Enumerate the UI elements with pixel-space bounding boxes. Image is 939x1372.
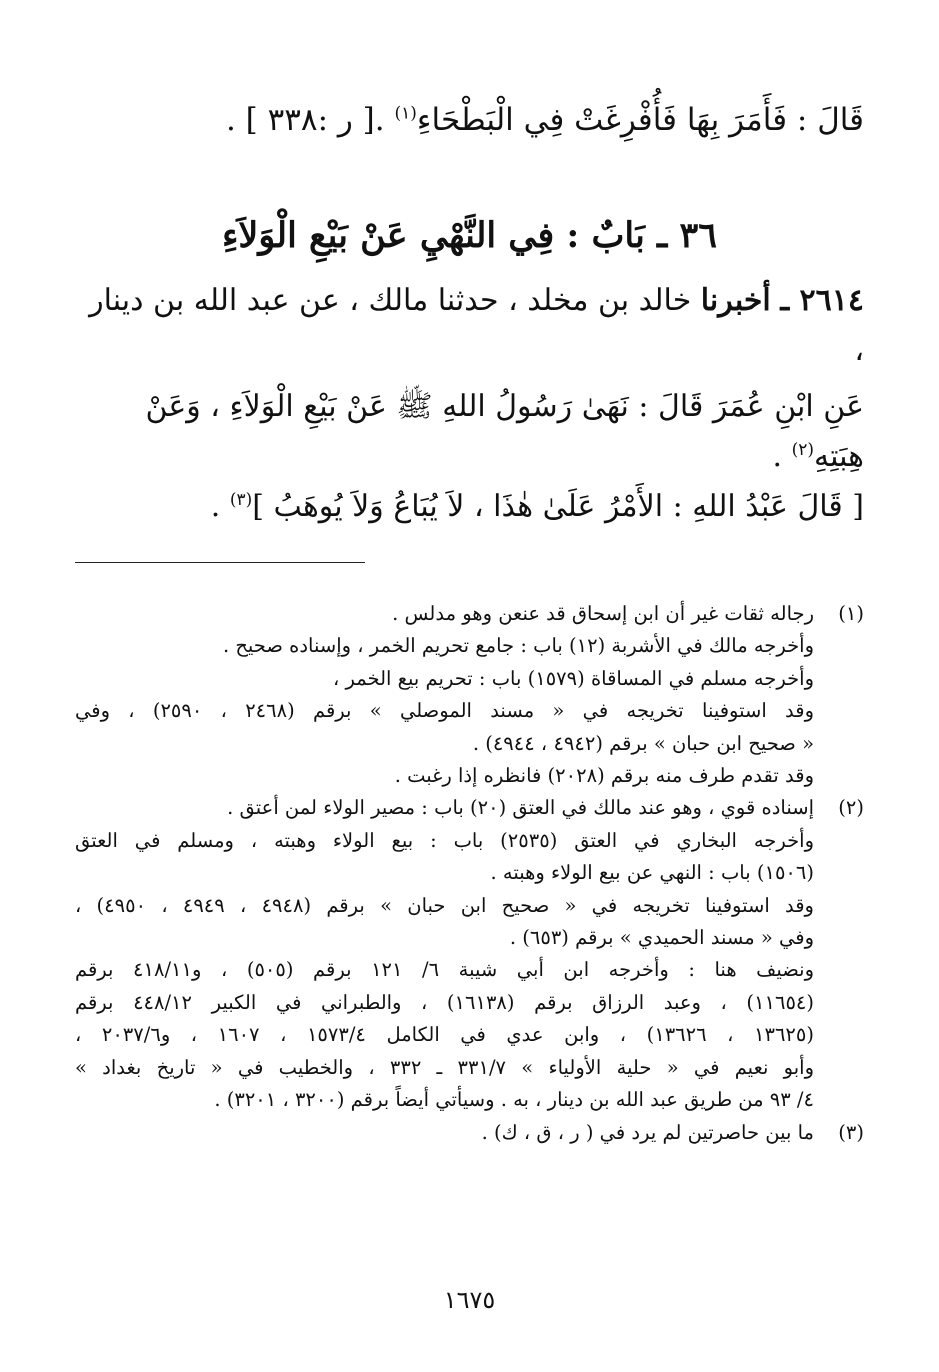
- matn-line-1-tail: .: [772, 439, 792, 474]
- hadith-ending-line: [75, 95, 864, 145]
- footnote-line: وأخرجه مالك في الأشربة (١٢) باب : جامع تحريم الخمر ، وإسناده صحيح .: [222, 634, 814, 658]
- hadith-number: ٢٦١٤ ـ: [780, 283, 864, 318]
- footnote-ref-2: (٢): [791, 440, 814, 460]
- footnote-number: (١): [838, 602, 864, 625]
- footnote-number: (٣): [838, 1120, 864, 1144]
- footnote-line: رجاله ثقات غير أن ابن إسحاق قد عنعن وهو مدلس .: [392, 602, 814, 625]
- footnote-body: [75, 792, 814, 1116]
- footnote-line: وفي « مسند الحميدي » برقم (٦٥٣) .: [509, 926, 814, 950]
- footnote: [75, 792, 864, 1116]
- footnote-body: [75, 598, 814, 792]
- footnote-line: ما بين حاصرتين لم يرد في ( ر ، ق ، ك) .: [481, 1120, 814, 1144]
- footnote-line: ونضيف هنا : وأخرجه ابن أبي شيبة ٦/ ١٢١ برقم (٥٠٥) ، و٤١٨/١١ برقم: [75, 958, 814, 982]
- footnote-separator: [75, 562, 365, 563]
- hadith-matn: [75, 382, 864, 532]
- footnote-ref-3: (٣): [229, 490, 253, 510]
- matn-line-1-text: عَنِ ابْنِ عُمَرَ قَالَ : نَهَىٰ رَسُولُ اللهِ ﷺ عَنْ بَيْعِ الْوَلاَءِ ، وَعَنْ هِبَتِهِ: [145, 389, 864, 474]
- page-number: ١٦٧٥: [443, 1286, 496, 1314]
- footnotes: [75, 598, 864, 1149]
- footnote-ref-1: (١): [394, 103, 417, 124]
- hadith-isnad: [75, 276, 864, 376]
- footnote-line: « صحيح ابن حبان » برقم (٤٩٤٢ ، ٤٩٤٤) .: [472, 731, 814, 755]
- footnote-line: وقد تقدم طرف منه برقم (٢٠٢٨) فانظره إذا رغبت .: [394, 764, 814, 788]
- footnote-line: وأخرجه البخاري في العتق (٢٥٣٥) باب : بيع الولاء وهبته ، ومسلم في العتق: [75, 828, 814, 852]
- footnote-line: ٤/ ٩٣ من طريق عبد الله بن دينار ، به . وسيأتي أيضاً برقم (٣٢٠٠ ، ٣٢٠١) .: [214, 1088, 814, 1112]
- hadith-ending-text: قَالَ : فَأَمَرَ بِهَا فَأُفْرِغَتْ فِي الْبَطْحَاءِ: [416, 102, 864, 138]
- hadith-lead-word: أخبرنا: [700, 283, 771, 318]
- footnote-line: وقد استوفينا تخريجه في « مسند الموصلي » برقم (٢٤٦٨ ، ٢٥٩٠) ، وفي: [75, 699, 814, 723]
- footnote-line: وقد استوفينا تخريجه في « صحيح ابن حبان » برقم (٤٩٤٨ ، ٤٩٤٩ ، ٤٩٥٠) ،: [75, 893, 814, 917]
- matn-line-1: [75, 382, 864, 482]
- footnote-line: إسناده قوي ، وهو عند مالك في العتق (٢٠) باب : مصير الولاء لمن أعتق .: [227, 796, 814, 820]
- footnote-number: (٢): [838, 796, 864, 820]
- footnote-line: وأبو نعيم في « حلية الأولياء » ٣٣١/٧ ـ ٣٣٢ ، والخطيب في « تاريخ بغداد »: [75, 1055, 814, 1079]
- matn-line-2-tail: .: [210, 489, 230, 524]
- footnote-body: [75, 1117, 814, 1149]
- matn-line-2-text: [ قَالَ عَبْدُ اللهِ : الأَمْرُ عَلَىٰ هٰذَا ، لاَ يُبَاعُ وَلاَ يُوهَبُ ]: [252, 489, 864, 524]
- hadith-ending-tail: .[ ر :٣٣٨ ] .: [225, 102, 395, 138]
- hadith-chain: خالد بن مخلد ، حدثنا مالك ، عن عبد الله بن دينار ،: [89, 283, 864, 368]
- footnote-line: (١٣٦٢٥ ، ١٣٦٢٦) ، وابن عدي في الكامل ١٥٧٣/٤ ، ١٦٠٧ ، و٢٠٣٧/٦ ،: [75, 1023, 814, 1047]
- footnote: [75, 598, 864, 792]
- footnote-line: (١١٦٥٤) ، وعبد الرزاق برقم (١٦١٣٨) ، والطبراني في الكبير ٤٤٨/١٢ برقم: [75, 990, 814, 1014]
- footnote-line: وأخرجه مسلم في المساقاة (١٥٧٩) باب : تحريم بيع الخمر ،: [332, 666, 814, 690]
- footnote: [75, 1117, 864, 1149]
- footnote-line: (١٥٠٦) باب : النهي عن بيع الولاء وهبته .: [490, 861, 814, 885]
- chapter-heading: ٣٦ ـ بَابٌ : فِي النَّهْيِ عَنْ بَيْعِ الْوَلاَءِ: [221, 215, 718, 256]
- matn-line-2: [75, 482, 864, 532]
